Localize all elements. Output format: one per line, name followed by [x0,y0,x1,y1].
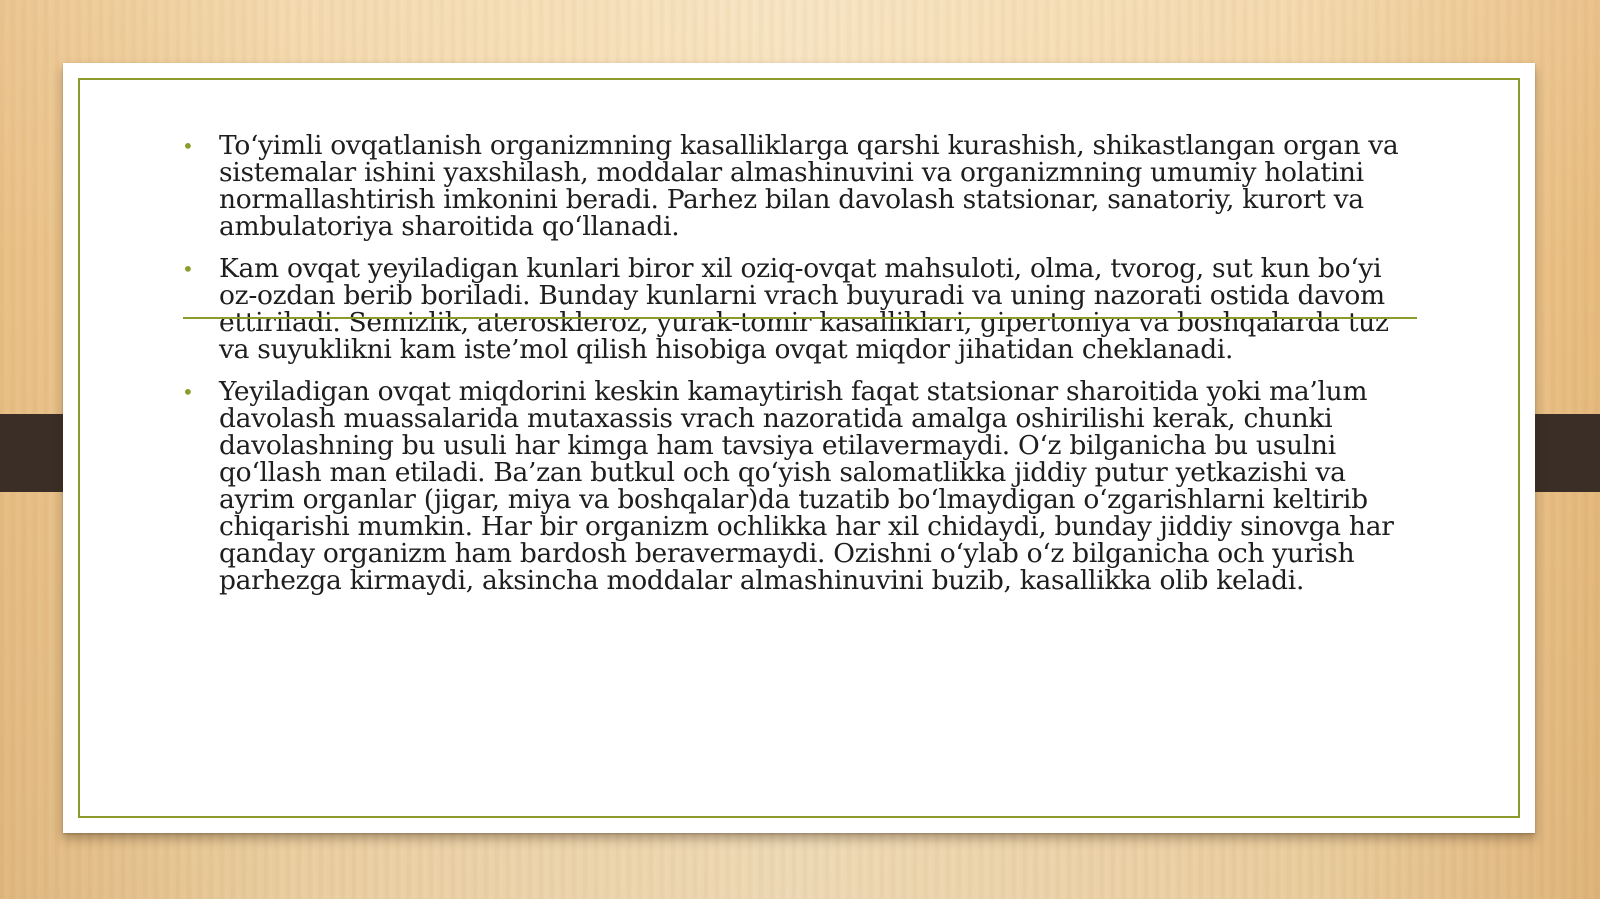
bullet-item-2 [182,255,1412,363]
bullet-item-3 [182,378,1412,594]
bullet-text-2: Kam ovqat yeyiladigan kunlari biror xil oziq-ovqat mahsuloti, olma, tvorog, sut kun bo‘yi oz-ozdan berib boriladi. Bunday kunlarni vrach buyuradi va uning nazorati ostida davom ettiriladi. Semizlik, ateroskleroz, yurak-tomir kasalliklari, gipertoniya va boshqalarda tuz va suyuklikni kam iste’mol qilish hisobiga ovqat miqdor jihatidan cheklanadi. [219,253,1389,365]
bullet-list [182,132,1412,609]
bullet-dot-icon: • [182,134,194,158]
slide-card [63,63,1535,833]
bullet-text-1: To‘yimli ovqatlanish organizmning kasalliklarga qarshi kurashish, shikastlangan organ va sistemalar ishini yaxshilash, moddalar almashinuvini va organizmning umumiy holatini normallashtirish imkonini beradi. Parhez bilan davolash statsionar, sanatoriy, kurort va ambulatoriya sharoitida qo‘llanadi. [219,130,1399,242]
bullet-text-3: Yeyiladigan ovqat miqdorini keskin kamaytirish faqat statsionar sharoitida yoki ma’lum davolash muassalarida mutaxassis vrach nazoratida amalga oshirilishi kerak, chunki davolashning bu usuli har kimga ham tavsiya etilavermaydi. O‘z bilganicha bu usulni qo‘llash man etiladi. Ba’zan butkul och qo‘yish salomatlikka jiddiy putur yetkazishi va ayrim organlar (jigar, miya va boshqalar)da tuzatib bo‘lmaydigan o‘zgarishlarni keltirib chiqarishi mumkin. Har bir organizm ochlikka har xil chidaydi, bunday jiddiy sinovga har qanday organizm ham bardosh beravermaydi. Ozishni o‘ylab o‘z bilganicha och yurish parhezga kirmaydi, aksincha moddalar almashinuvini buzib, kasallikka olib keladi. [219,376,1394,596]
bullet-item-1 [182,132,1412,240]
title-divider-line [183,317,1417,319]
bullet-dot-icon: • [182,257,194,281]
bullet-dot-icon: • [182,380,194,404]
